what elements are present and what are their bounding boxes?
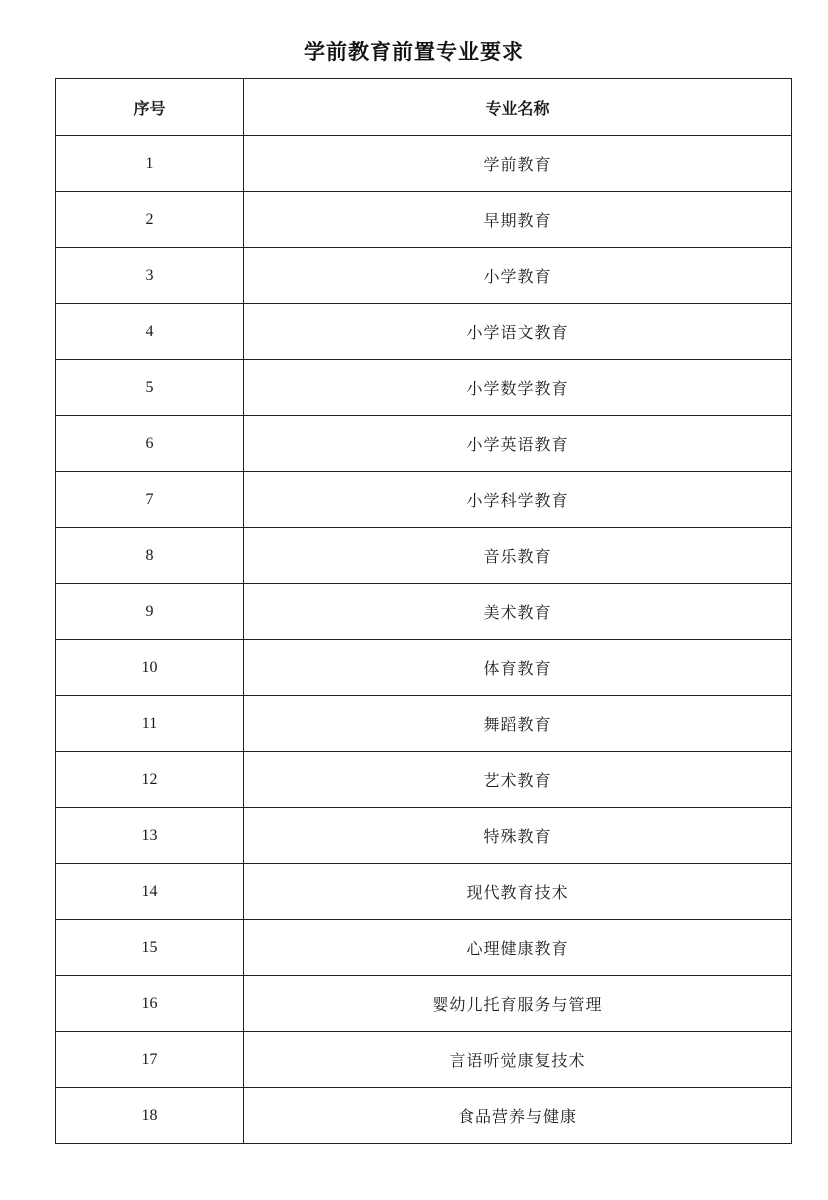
serial-cell: 18 [56,1088,244,1144]
serial-cell: 1 [56,136,244,192]
column-header-major-name: 专业名称 [244,79,792,136]
table-row [56,920,792,976]
major-name-cell: 小学数学教育 [244,360,792,416]
serial-cell: 6 [56,416,244,472]
table-row [56,528,792,584]
major-name-cell: 舞蹈教育 [244,696,792,752]
serial-cell: 16 [56,976,244,1032]
table-row [56,640,792,696]
major-name-cell: 婴幼儿托育服务与管理 [244,976,792,1032]
serial-cell: 12 [56,752,244,808]
major-name-cell: 音乐教育 [244,528,792,584]
major-name-cell: 现代教育技术 [244,864,792,920]
major-name-cell: 体育教育 [244,640,792,696]
major-name-cell: 早期教育 [244,192,792,248]
major-name-cell: 食品营养与健康 [244,1088,792,1144]
column-header-serial: 序号 [56,79,244,136]
table-row [56,304,792,360]
serial-cell: 9 [56,584,244,640]
table-row [56,976,792,1032]
table-row [56,752,792,808]
major-requirements-table [55,78,792,1144]
serial-cell: 5 [56,360,244,416]
major-name-cell: 小学英语教育 [244,416,792,472]
serial-cell: 14 [56,864,244,920]
page-title: 学前教育前置专业要求 [304,40,524,64]
table-row [56,472,792,528]
major-name-cell: 艺术教育 [244,752,792,808]
table-row [56,248,792,304]
serial-cell: 13 [56,808,244,864]
table-row [56,416,792,472]
table-row [56,584,792,640]
table-row [56,1088,792,1144]
table-row [56,1032,792,1088]
serial-cell: 8 [56,528,244,584]
table-row [56,360,792,416]
table-row [56,696,792,752]
table-row [56,864,792,920]
serial-cell: 2 [56,192,244,248]
major-name-cell: 特殊教育 [244,808,792,864]
serial-cell: 11 [56,696,244,752]
table-row [56,136,792,192]
major-name-cell: 小学科学教育 [244,472,792,528]
serial-cell: 3 [56,248,244,304]
serial-cell: 17 [56,1032,244,1088]
serial-cell: 15 [56,920,244,976]
serial-cell: 10 [56,640,244,696]
major-name-cell: 心理健康教育 [244,920,792,976]
major-name-cell: 小学教育 [244,248,792,304]
serial-cell: 4 [56,304,244,360]
major-name-cell: 美术教育 [244,584,792,640]
major-name-cell: 言语听觉康复技术 [244,1032,792,1088]
table-row [56,192,792,248]
table-row [56,808,792,864]
major-name-cell: 学前教育 [244,136,792,192]
serial-cell: 7 [56,472,244,528]
table-header-row [56,79,792,136]
major-name-cell: 小学语文教育 [244,304,792,360]
